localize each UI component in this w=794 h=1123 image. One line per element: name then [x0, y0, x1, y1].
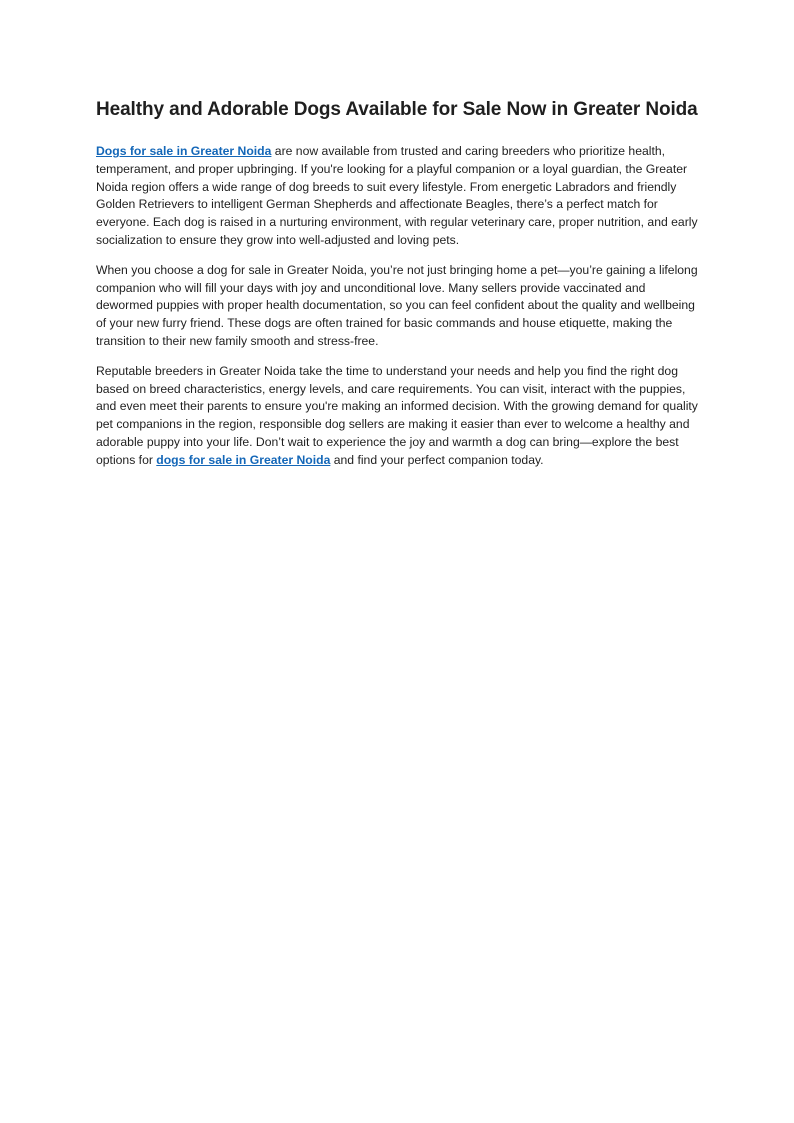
- paragraph-intro-text: are now available from trusted and caring breeders who prioritize health, temperament, and proper upbringing. If you're looking for a playful companion or a loyal guardian, the Greater Noida region offers a wide range of dog breeds to suit every lifestyle. From energetic Labradors and friendly Golden Retrievers to intelligent German Shepherds and affectionate Beagles, there’s a perfect match for everyone. Each dog is raised in a nurturing environment, with regular veterinary care, proper nutrition, and early socialization to ensure they grow into well-adjusted and loving pets.: [96, 144, 698, 247]
- paragraph-breeders-text-after: and find your perfect companion today.: [330, 452, 544, 467]
- dogs-for-sale-link-secondary[interactable]: dogs for sale in Greater Noida: [156, 452, 331, 467]
- paragraph-breeders: [96, 363, 700, 470]
- paragraph-intro: [96, 143, 700, 250]
- paragraph-breeders-text-before: Reputable breeders in Greater Noida take the time to understand your needs and help you find the right dog based on breed characteristics, energy levels, and care requirements. You can visit, interact with the puppies, and even meet their parents to ensure you're making an informed decision. With the growing demand for quality pet companions in the region, responsible dog sellers are making it easier than ever to welcome a healthy and adorable puppy into your life. Don’t wait to experience the joy and warmth a dog can bring—explore the best options for: [96, 363, 698, 467]
- article-body: [96, 98, 700, 482]
- paragraph-companion: [96, 262, 700, 351]
- dogs-for-sale-link-primary[interactable]: Dogs for sale in Greater Noida: [96, 144, 272, 158]
- paragraph-companion-text: When you choose a dog for sale in Greater Noida, you’re not just bringing home a pet—you’re gaining a lifelong companion who will fill your days with joy and unconditional love. Many sellers provide vaccinated and dewormed puppies with proper health documentation, so you can feel confident about the quality and wellbeing of your new furry friend. These dogs are often trained for basic commands and house etiquette, making the transition to their new family smooth and stress-free.: [96, 262, 698, 348]
- page-title: Healthy and Adorable Dogs Available for Sale Now in Greater Noida: [96, 99, 698, 120]
